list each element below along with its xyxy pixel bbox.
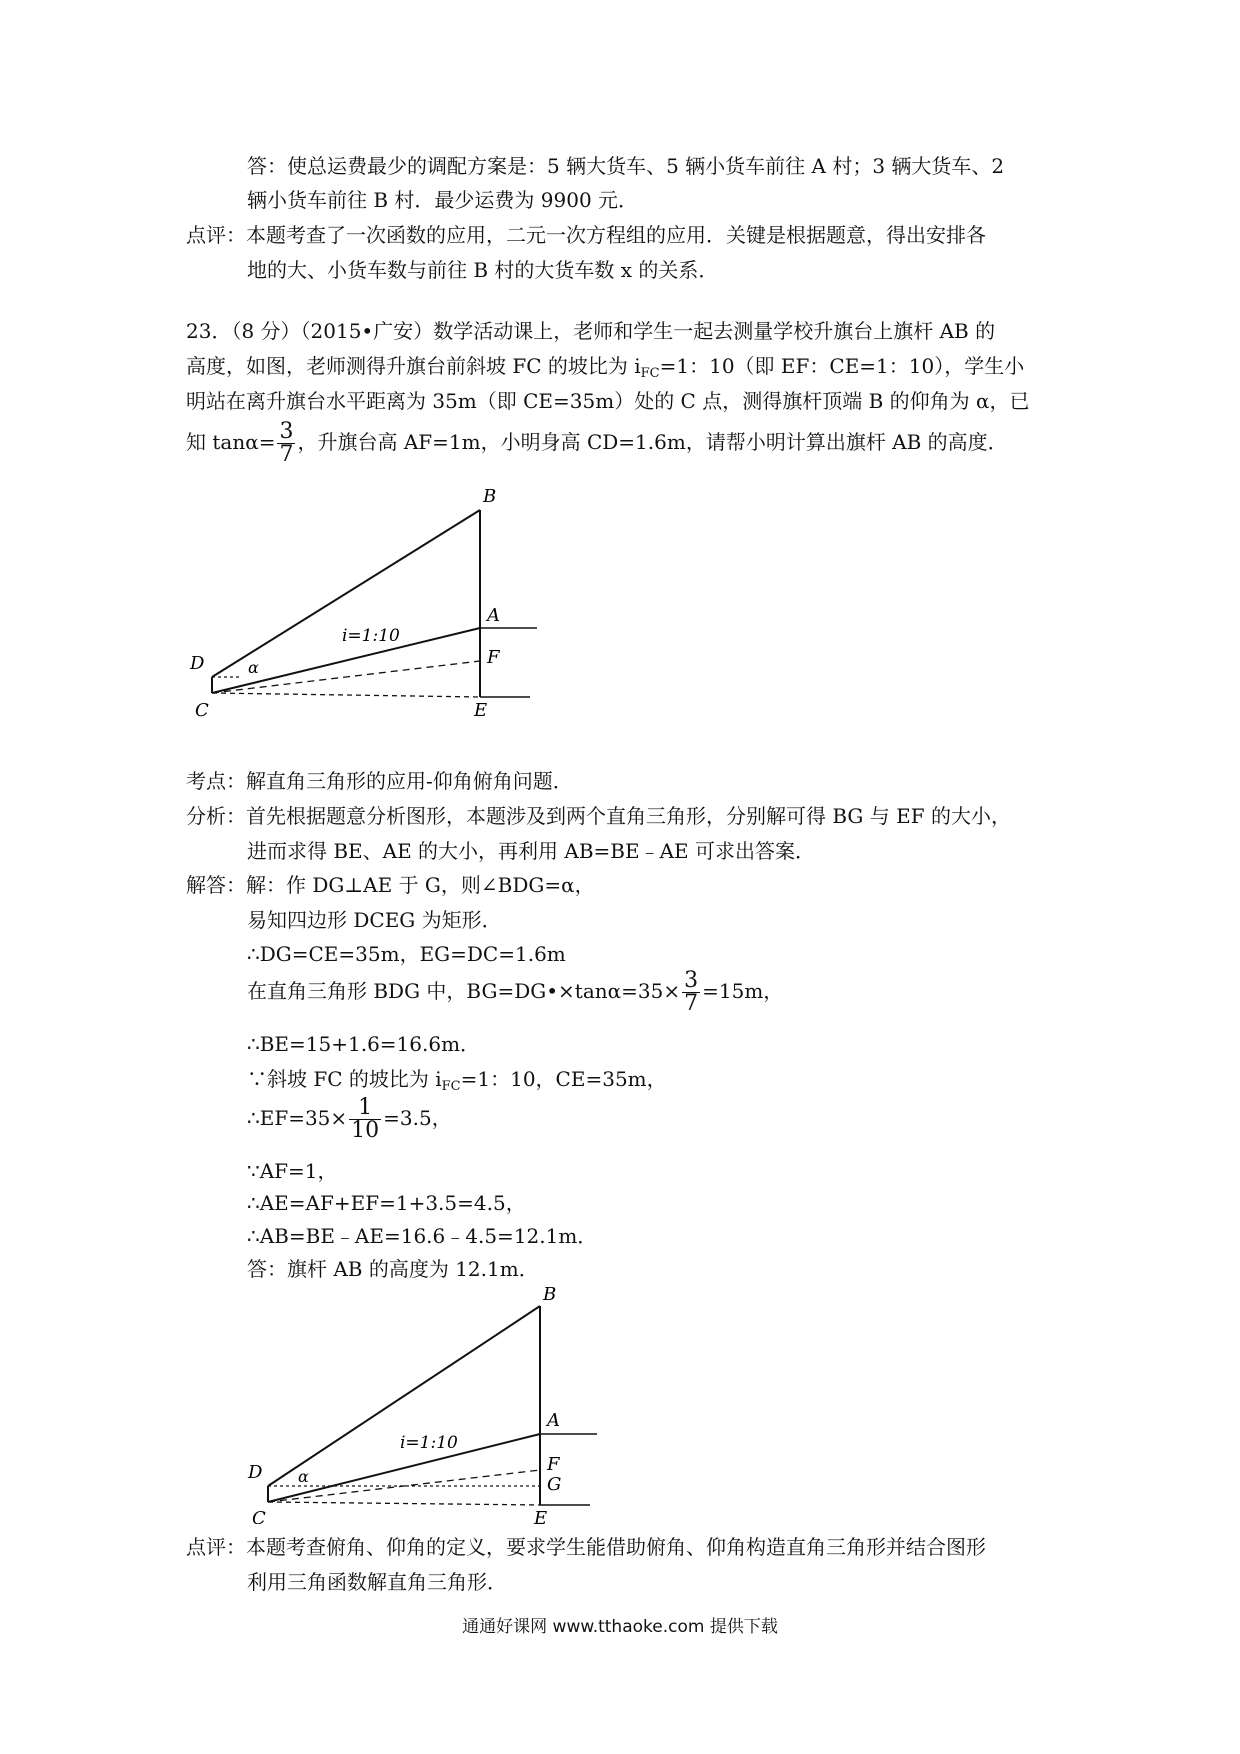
q23-line1: 23．（8 分）（2015•广安）数学活动课上，老师和学生一起去测量学校升旗台上旗杆 AB 的 [186,319,996,343]
prev-comment-line2: 地的大、小货车数与前往 B 村的大货车数 x 的关系． [247,258,719,282]
q23-line2-a: 高度，如图，老师测得升旗台前斜坡 FC 的坡比为 i [186,354,641,378]
jieda-line4 [247,967,783,1015]
jieda-line7 [247,1094,452,1142]
q23-line4-b: ，升旗台高 AF=1m，小明身高 CD=1.6m，请帮小明计算出旗杆 AB 的高度． [297,430,1008,454]
prev-answer-line2: 辆小货车前往 B 村．最少运费为 9900 元． [247,188,639,212]
fraction-numerator: 3 [279,419,294,444]
q23-line4-a: 知 tanα= [186,430,276,454]
jieda-line5: ∴BE=15+1.6=16.6m． [247,1032,481,1056]
fraction-denominator: 7 [684,991,699,1016]
label-A: A [487,605,500,626]
ef-fraction [349,1097,381,1142]
jieda-line6-b: =1：10，CE=35m， [460,1067,667,1091]
label2-F: F [547,1454,560,1475]
jieda-line11: 答：旗杆 AB 的高度为 12.1m． [247,1257,539,1281]
label2-A: A [547,1410,560,1431]
jieda-line4-a: 在直角三角形 BDG 中，BG=DG•×tanα=35× [247,979,681,1003]
jieda-line2: 易知四边形 DCEG 为矩形． [247,908,502,932]
label2-D: D [248,1462,263,1483]
jieda-line1: 解答：解：作 DG⊥AE 于 G，则∠BDG=α， [186,873,595,897]
solution-figure [240,1284,610,1524]
fenxi-line2: 进而求得 BE、AE 的大小，再利用 AB=BE﹣AE 可求出答案． [247,839,816,863]
jieda-line6-a: ∵斜坡 FC 的坡比为 i [247,1067,442,1091]
bg-fraction [682,970,700,1015]
label-E: E [474,700,488,721]
kaodian: 考点：解直角三角形的应用-仰角俯角问题． [186,769,573,793]
label-C: C [195,700,209,721]
jieda-line4-b: =15m， [702,979,784,1003]
q23-line2 [186,352,1024,384]
jieda-line6-sub: FC [441,1079,461,1094]
jieda-line9: ∴AE=AF+EF=1+3.5=4.5， [247,1191,526,1215]
jieda-line7-a: ∴EF=35× [247,1106,348,1130]
label2-G: G [547,1474,562,1495]
q23-line2-b: =1：10（即 EF：CE=1：10），学生小 [659,354,1025,378]
label-F: F [487,647,500,668]
fraction-denominator: 7 [279,442,294,467]
q23-line4 [186,418,1008,466]
fraction-numerator: 1 [349,1097,381,1120]
prev-answer-line1: 答：使总运费最少的调配方案是：5 辆大货车、5 辆小货车前往 A 村；3 辆大货车、2 [247,154,1005,178]
dianping-line2: 利用三角函数解直角三角形． [247,1570,507,1594]
jieda-line10: ∴AB=BE﹣AE=16.6﹣4.5=12.1m． [247,1224,598,1248]
question-figure [180,480,550,730]
q23-tan-fraction [277,421,295,466]
label-alpha: α [248,658,259,677]
page-footer: 通通好课网 www.tthaoke.com 提供下载 [462,1617,778,1637]
fenxi-line1: 分析：首先根据题意分析图形，本题涉及到两个直角三角形，分别解可得 BG 与 EF 的大小， [186,804,1011,828]
label-B: B [483,486,497,507]
q23-line2-sub: FC [640,366,660,381]
fraction-denominator: 10 [351,1118,380,1143]
jieda-line3: ∴DG=CE=35m，EG=DC=1.6m [247,942,566,966]
label2-E: E [534,1508,548,1524]
fraction-numerator: 3 [684,968,699,993]
label-D: D [190,653,205,674]
label2-B: B [543,1284,557,1305]
dianping-line1: 点评：本题考查俯角、仰角的定义，要求学生能借助俯角、仰角构造直角三角形并结合图形 [186,1535,986,1559]
label2-alpha: α [298,1467,309,1486]
jieda-line6 [247,1065,667,1097]
label2-slope: i=1:10 [400,1433,458,1453]
label2-C: C [252,1508,266,1524]
prev-comment-line1: 点评：本题考查了一次函数的应用，二元一次方程组的应用．关键是根据题意，得出安排各 [186,223,986,247]
q23-line3: 明站在离升旗台水平距离为 35m（即 CE=35m）处的 C 点，测得旗杆顶端 B 的仰角为 α，已 [186,389,1030,413]
label-slope: i=1:10 [342,626,400,646]
jieda-line8: ∵AF=1， [247,1159,338,1183]
jieda-line7-b: =3.5， [383,1106,452,1130]
